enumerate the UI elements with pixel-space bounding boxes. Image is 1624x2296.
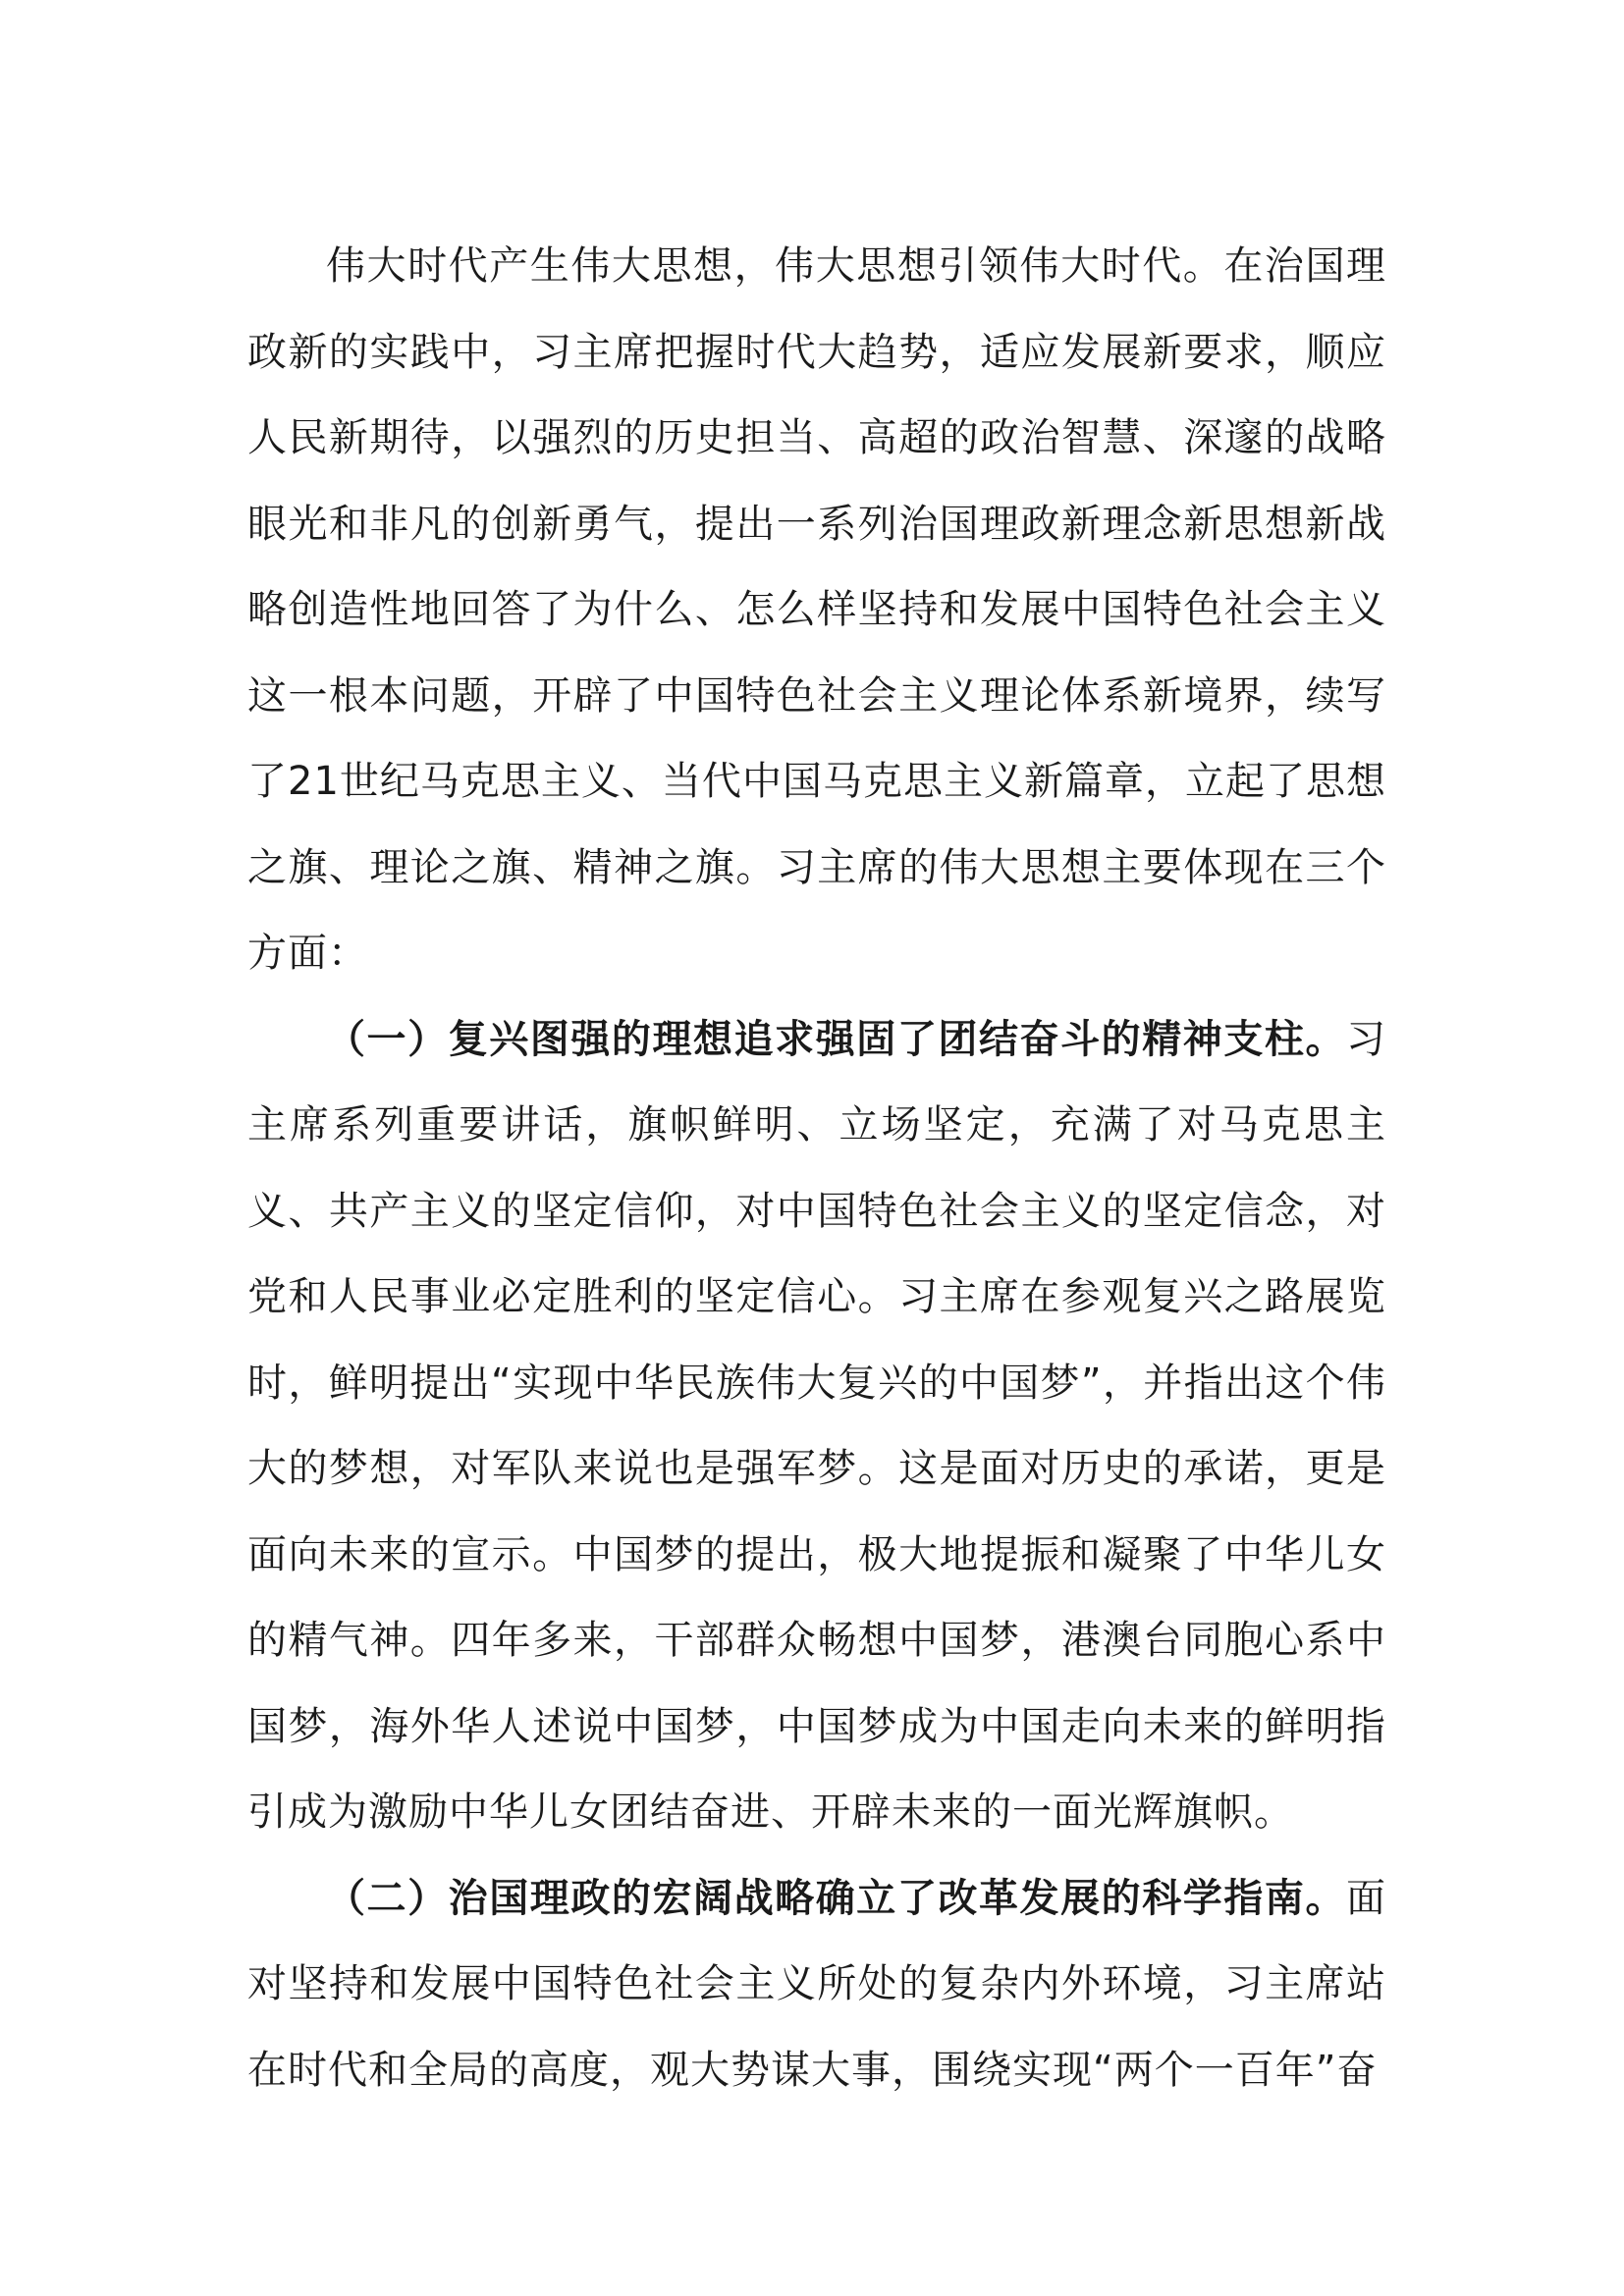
intro-paragraph: [247, 224, 1386, 997]
section-2-heading: （二）治国理政的宏阔战略确立了改革发展的科学指南。: [326, 1875, 1346, 1921]
section-1-body: 习主席系列重要讲话，旗帜鲜明、立场坚定，充满了对马克思主义、共产主义的坚定信仰，对中国特色社会主义的坚定信念，对党和人民事业必定胜利的坚定信心。习主席在参观复兴之路展览时，鲜明提出“实现中华民族伟大复兴的中国梦”，并指出这个伟大的梦想，对军队来说也是强军梦。这是面对历史的承诺，更是面向未来的宣示。中国梦的提出，极大地提振和凝聚了中华儿女的精气神。四年多来，干部群众畅想中国梦，港澳台同胞心系中国梦，海外华人述说中国梦，中国梦成为中国走向未来的鲜明指引成为激励中华儿女团结奋进、开辟未来的一面光辉旗帜。: [247, 1016, 1386, 1835]
intro-text: 伟大时代产生伟大思想，伟大思想引领伟大时代。在治国理政新的实践中，习主席把握时代大趋势，适应发展新要求，顺应人民新期待，以强烈的历史担当、高超的政治智慧、深邃的战略眼光和非凡的创新勇气，提出一系列治国理政新理念新思想新战略创造性地回答了为什么、怎么样坚持和发展中国特色社会主义这一根本问题，开辟了中国特色社会主义理论体系新境界，续写了21世纪马克思主义、当代中国马克思主义新篇章，立起了思想之旗、理论之旗、精神之旗。习主席的伟大思想主要体现在三个方面：: [247, 243, 1386, 976]
section-1-paragraph: [247, 997, 1386, 1856]
section-2-paragraph: [247, 1856, 1386, 2114]
document-body: [247, 224, 1386, 2113]
section-2-body: 面对坚持和发展中国特色社会主义所处的复杂内外环境，习主席站在时代和全局的高度，观大势谋大事，围绕实现“两个一百年”奋: [247, 1875, 1386, 2093]
section-1-heading: （一）复兴图强的理想追求强固了团结奋斗的精神支柱。: [326, 1016, 1346, 1062]
